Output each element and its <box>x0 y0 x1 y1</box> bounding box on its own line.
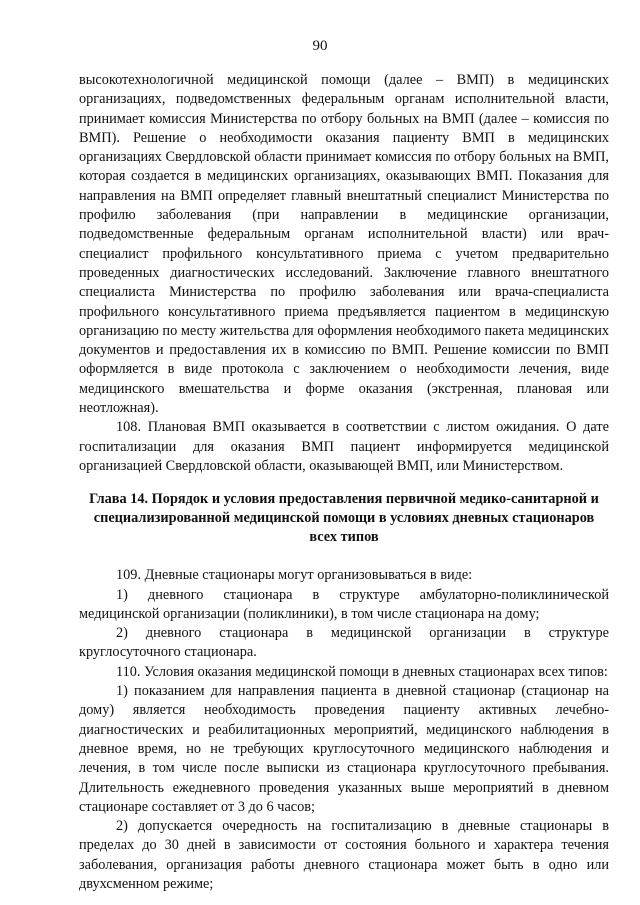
paragraph-108: 108. Плановая ВМП оказывается в соответствии с листом ожидания. О дате госпитализации для оказания ВМП пациент информируется медицинской организацией Свердловской области, оказывающей ВМП, или Министерством. <box>79 419 609 474</box>
paragraph-109: 109. Дневные стационары могут организовываться в виде: <box>116 567 473 584</box>
paragraph-vmp-commission: высокотехнологичной медицинской помощи (далее – ВМП) в медицинских организациях, подведомственных федеральным органам исполнительной власти, принимает комиссия Министерства по отбору больных на ВМП (далее – комиссия по ВМП). Решение о необходимости оказания пациенту ВМП в медицинских организациях Свердловской области принимает комиссия по отбору больных на ВМП, которая создается в медицинских организациях, оказывающих ВМП. Показания для направления на ВМП определяет главный внештатный специалист Министерства по профилю заболевания (при направлении в медицинские организации, подведомственные федеральным органам исполнительной власти) или врач-специалист профильного консультативного приема с учетом предварительно проведенных диагностических исследований. Заключение главного внештатного специалиста Министерства по профилю заболевания или врача-специалиста профильного консультативного приема предъявляется пациентом в медицинскую организацию по месту жительства для оформления необходимого пакета медицинских документов и предоставления их в комиссию по ВМП. Решение комиссии по ВМП оформляется в виде протокола с заключением о необходимости лечения, виде медицинского вмешательства и форме оказания (экстренная, плановая или неотложная). <box>79 72 609 417</box>
paragraph-110-item-2: 2) допускается очередность на госпитализацию в дневные стационары в пределах до 30 дней в зависимости от состояния больного и характера течения заболевания, организация работы дневного стационара может быть в одно или двухсменном режиме; <box>79 818 609 892</box>
paragraph-110-item-1: 1) показанием для направления пациента в дневной стационар (стационар на дому) является необходимость проведения пациенту активных лечебно-диагностических и реабилитационных мероприятий, медицинского наблюдения в дневное время, но не требующих круглосуточного медицинского наблюдения и лечения, в том числе после выписки из стационара круглосуточного пребывания. Длительность ежедневного проведения указанных выше мероприятий в дневном стационаре составляет от 3 до 6 часов; <box>79 683 609 815</box>
paragraph-110: 110. Условия оказания медицинской помощи в дневных стационарах всех типов: <box>116 663 608 680</box>
paragraph-109-item-1: 1) дневного стационара в структуре амбулаторно-поликлинической медицинской организации (поликлиники), в том числе стационара на дому; <box>79 586 609 622</box>
paragraph-109-item-2: 2) дневного стационара в медицинской организации в структуре круглосуточного стационара. <box>79 625 609 661</box>
chapter-14-heading: Глава 14. Порядок и условия предоставления первичной медико-санитарной и специализированной медицинской помощи в условиях дневных стационаров всех типов <box>89 491 599 546</box>
document-body <box>79 71 609 894</box>
page-number: 90 <box>312 38 328 54</box>
